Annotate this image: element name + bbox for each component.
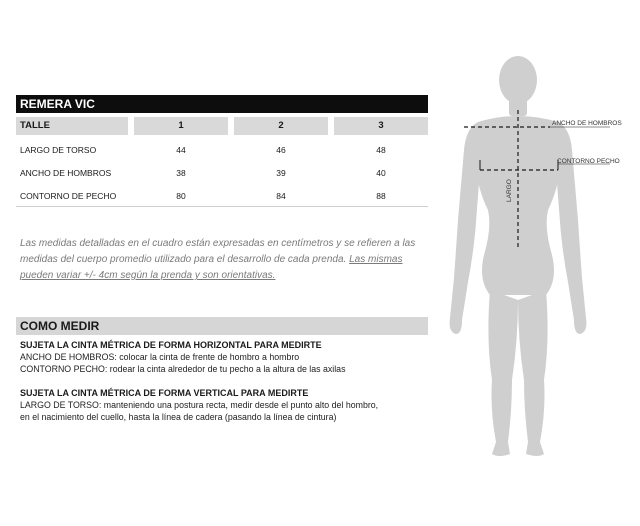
- cell-contorno-pecho-3: 88: [376, 191, 386, 201]
- cell-ancho-hombros-3: 40: [376, 168, 386, 178]
- header-size-2: 2: [234, 117, 328, 135]
- header-size-1: 1: [134, 117, 228, 135]
- horizontal-line-chest: CONTORNO PECHO: rodear la cinta alrededor de tu pecho a la altura de las axilas: [20, 364, 346, 374]
- cell-largo-torso-3: 48: [376, 145, 386, 155]
- section-title-como-medir: COMO MEDIR: [16, 317, 428, 335]
- table-title: REMERA VIC: [16, 95, 428, 113]
- table-bottom-rule: [16, 206, 428, 207]
- label-ancho-hombros: ANCHO DE HOMBROS: [552, 120, 622, 127]
- note-underlined: Las mismas pueden variar +/- 4cm según la prenda y son orientativas.: [20, 254, 403, 281]
- row-label-ancho-hombros: ANCHO DE HOMBROS: [20, 168, 112, 178]
- horizontal-line-shoulders: ANCHO DE HOMBROS: colocar la cinta de frente de hombro a hombro: [20, 352, 300, 362]
- cell-ancho-hombros-2: 39: [276, 168, 286, 178]
- header-size-3: 3: [334, 117, 428, 135]
- cell-largo-torso-2: 46: [276, 145, 286, 155]
- cell-largo-torso-1: 44: [176, 145, 186, 155]
- vertical-heading: SUJETA LA CINTA MÉTRICA DE FORMA VERTICAL PARA MEDIRTE: [20, 388, 309, 398]
- cell-ancho-hombros-1: 38: [176, 168, 186, 178]
- cell-contorno-pecho-1: 80: [176, 191, 186, 201]
- silhouette: [450, 56, 587, 456]
- note-text: Las medidas detalladas en el cuadro están expresadas en centímetros y se refieren a las medidas del cuerpo promedio utilizado para el desarrollo de cada prenda.: [20, 238, 416, 265]
- cell-contorno-pecho-2: 84: [276, 191, 286, 201]
- vertical-line-2: en el nacimiento del cuello, hasta la línea de cadera (pasando la línea de cintura): [20, 412, 337, 422]
- horizontal-heading: SUJETA LA CINTA MÉTRICA DE FORMA HORIZONTAL PARA MEDIRTE: [20, 340, 322, 350]
- label-largo: LARGO: [506, 179, 513, 202]
- row-label-largo-torso: LARGO DE TORSO: [20, 145, 97, 155]
- measurement-note: [20, 236, 430, 284]
- label-contorno-pecho: CONTORNO PECHO: [557, 158, 620, 165]
- header-talle: TALLE: [16, 117, 128, 135]
- body-silhouette-figure: [440, 50, 640, 470]
- row-label-contorno-pecho: CONTORNO DE PECHO: [20, 191, 117, 201]
- vertical-line-1: LARGO DE TORSO: manteniendo una postura recta, medir desde el punto alto del hombro,: [20, 400, 379, 410]
